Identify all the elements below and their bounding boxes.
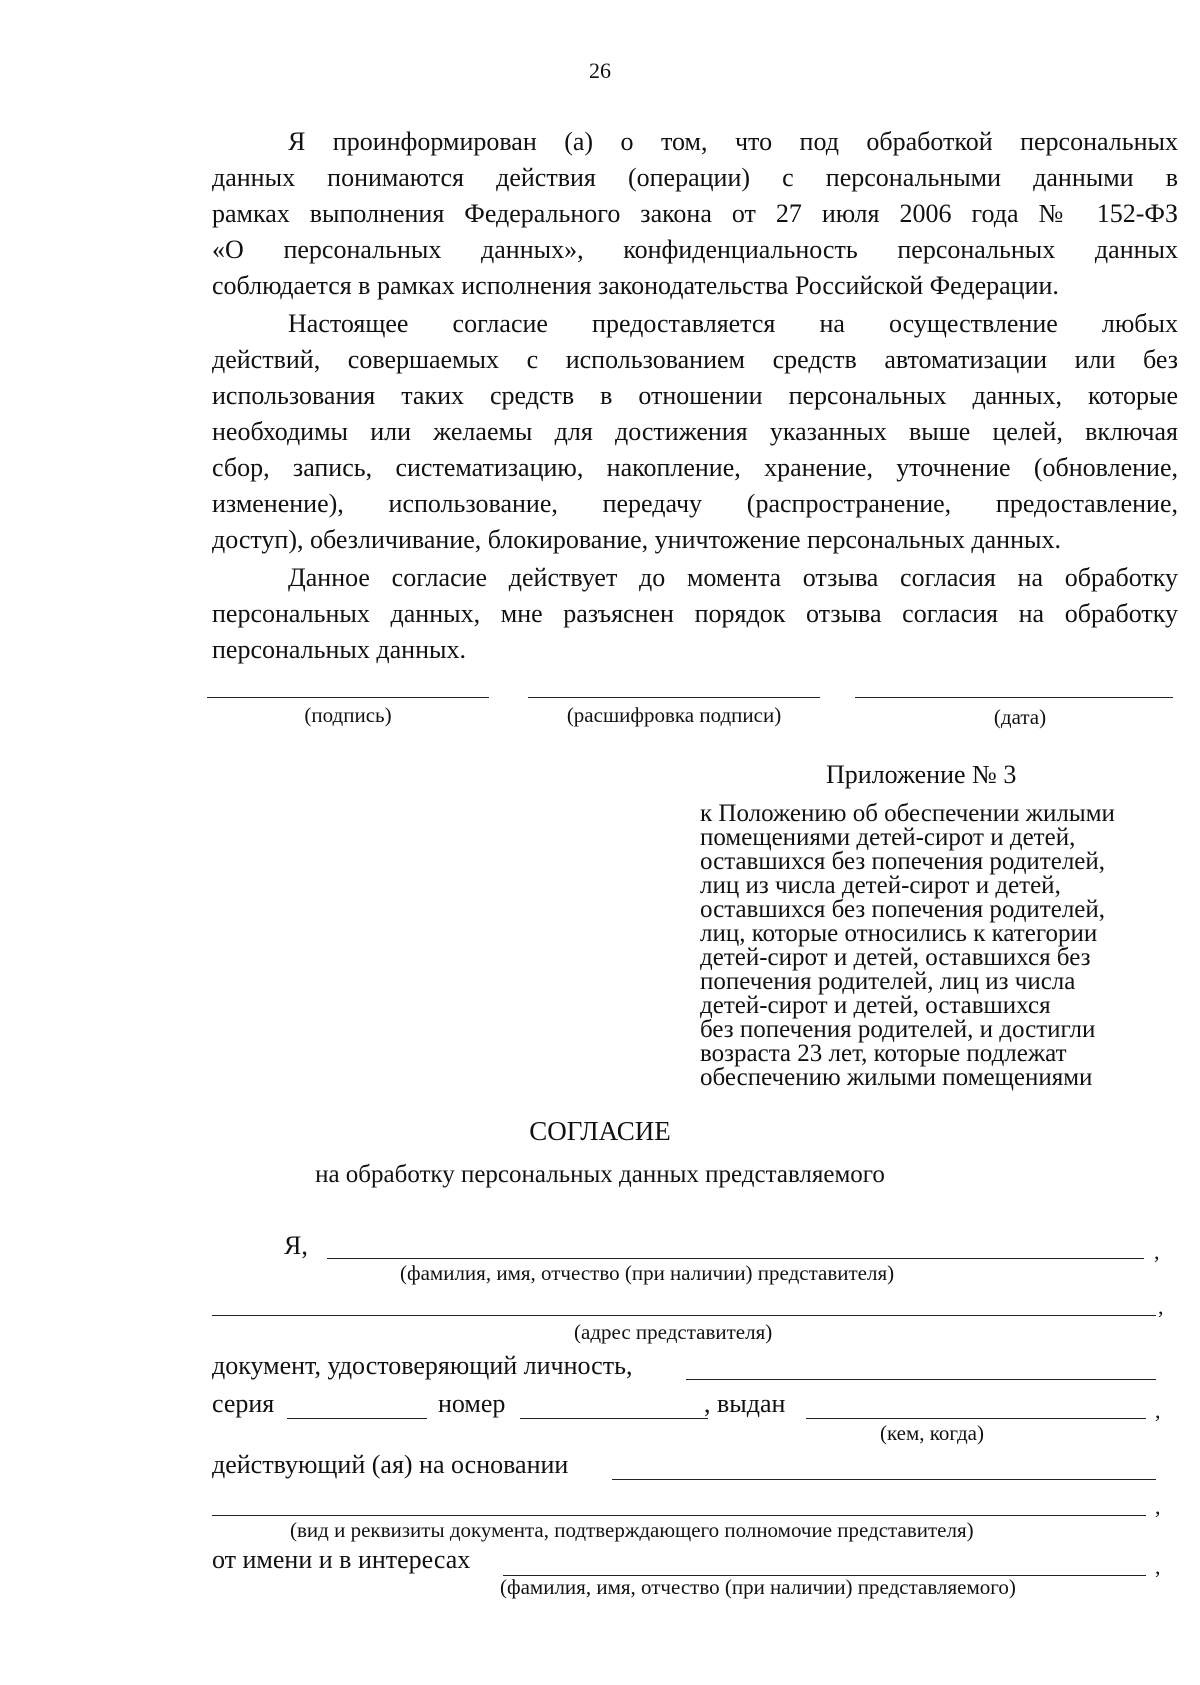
appendix-line: обеспечению жилыми помещениями (700, 1064, 1093, 1091)
appendix-line: к Положению об обеспечении жилыми (700, 800, 1115, 827)
paragraph-consent-scope (212, 306, 1178, 558)
paragraph-line: изменение), использование, передачу (распространение, предоставление, (212, 489, 1178, 518)
paragraph-processing-definition (212, 124, 1178, 304)
representative-name-field[interactable] (327, 1258, 1144, 1259)
comma-mark: , (1155, 1398, 1161, 1423)
page-number: 26 (589, 58, 611, 83)
acting-basis-field[interactable] (612, 1479, 1156, 1480)
appendix-line: оставшихся без попечения родителей, (700, 848, 1106, 875)
appendix-description (700, 802, 1115, 1090)
authority-document-caption: (вид и реквизиты документа, подтверждающего полномочие представителя) (290, 1518, 974, 1542)
paragraph-line: Я проинформирован (а) о том, что под обработкой персональных (288, 127, 1178, 156)
comma-mark: , (1155, 1554, 1161, 1579)
paragraph-line: рамках выполнения Федерального закона от 27 июля 2006 года № 152-ФЗ (212, 199, 1178, 228)
paragraph-consent-validity (212, 560, 1178, 668)
appendix-line: лиц, которые относились к категории (700, 920, 1098, 947)
paragraph-line: персональных данных, мне разъяснен порядок отзыва согласия на обработку (212, 599, 1178, 628)
appendix-line: лиц из числа детей-сирот и детей, (700, 872, 1061, 899)
on-behalf-label: от имени и в интересах (212, 1545, 471, 1574)
paragraph-line: «О персональных данных», конфиденциальность персональных данных (212, 235, 1178, 264)
paragraph-line: данных понимаются действия (операции) с персональными данными в (212, 163, 1178, 192)
represented-name-caption: (фамилия, имя, отчество (при наличии) представляемого) (500, 1575, 1016, 1599)
appendix-line: оставшихся без попечения родителей, (700, 896, 1106, 923)
paragraph-line: Настоящее согласие предоставляется на осуществление любых (288, 309, 1178, 338)
comma-mark: , (1158, 1294, 1164, 1319)
representative-address-field[interactable] (212, 1315, 1156, 1316)
id-document-field[interactable] (686, 1379, 1156, 1380)
signature-line (207, 697, 489, 698)
date-line (855, 697, 1173, 698)
date-caption: (дата) (993, 705, 1047, 729)
signature-caption: (подпись) (304, 703, 392, 727)
number-label: номер (438, 1389, 506, 1418)
comma-mark: , (1155, 1494, 1161, 1519)
appendix-line: без попечения родителей, и достигли (700, 1016, 1096, 1043)
consent-title: СОГЛАСИЕ (529, 1116, 671, 1146)
paragraph-line: доступ), обезличивание, блокирование, уничтожение персональных данных. (212, 525, 1061, 554)
form-i-label: Я, (284, 1231, 308, 1260)
number-field[interactable] (520, 1418, 708, 1419)
issued-by-caption: (кем, когда) (880, 1421, 984, 1445)
paragraph-line: сбор, запись, систематизацию, накопление, хранение, уточнение (обновление, (212, 453, 1178, 482)
representative-name-caption: (фамилия, имя, отчество (при наличии) представителя) (400, 1261, 895, 1285)
issued-by-field[interactable] (806, 1418, 1146, 1419)
paragraph-line: Данное согласие действует до момента отзыва согласия на обработку (288, 563, 1178, 592)
id-document-label: документ, удостоверяющий личность, (212, 1351, 633, 1380)
appendix-line: попечения родителей, лиц из числа (700, 968, 1076, 995)
paragraph-line: использования таких средств в отношении персональных данных, которые (212, 381, 1178, 410)
appendix-line: возраста 23 лет, которые подлежат (700, 1040, 1067, 1067)
comma-mark: , (1154, 1239, 1160, 1264)
appendix-line: детей-сирот и детей, оставшихся (700, 992, 1051, 1019)
acting-basis-field-continuation[interactable] (212, 1515, 1146, 1516)
acting-basis-label: действующий (ая) на основании (212, 1450, 569, 1479)
appendix-title: Приложение № 3 (826, 760, 1017, 789)
series-field[interactable] (287, 1418, 427, 1419)
paragraph-line: персональных данных. (212, 635, 466, 664)
appendix-line: помещениями детей-сирот и детей, (700, 824, 1076, 851)
paragraph-line: необходимы или желаемы для достижения указанных выше целей, включая (212, 417, 1178, 446)
series-label: серия (212, 1389, 275, 1418)
paragraph-line: соблюдается в рамках исполнения законодательства Российской Федерации. (212, 271, 1059, 300)
representative-address-caption: (адрес представителя) (574, 1320, 773, 1344)
appendix-line: детей-сирот и детей, оставшихся без (700, 944, 1091, 971)
issued-label: , выдан (704, 1389, 786, 1418)
paragraph-line: действий, совершаемых с использованием средств автоматизации или без (212, 345, 1178, 374)
signature-decoding-caption: (расшифровка подписи) (566, 703, 782, 727)
signature-decoding-line (528, 697, 820, 698)
consent-subtitle: на обработку персональных данных представляемого (315, 1161, 885, 1188)
